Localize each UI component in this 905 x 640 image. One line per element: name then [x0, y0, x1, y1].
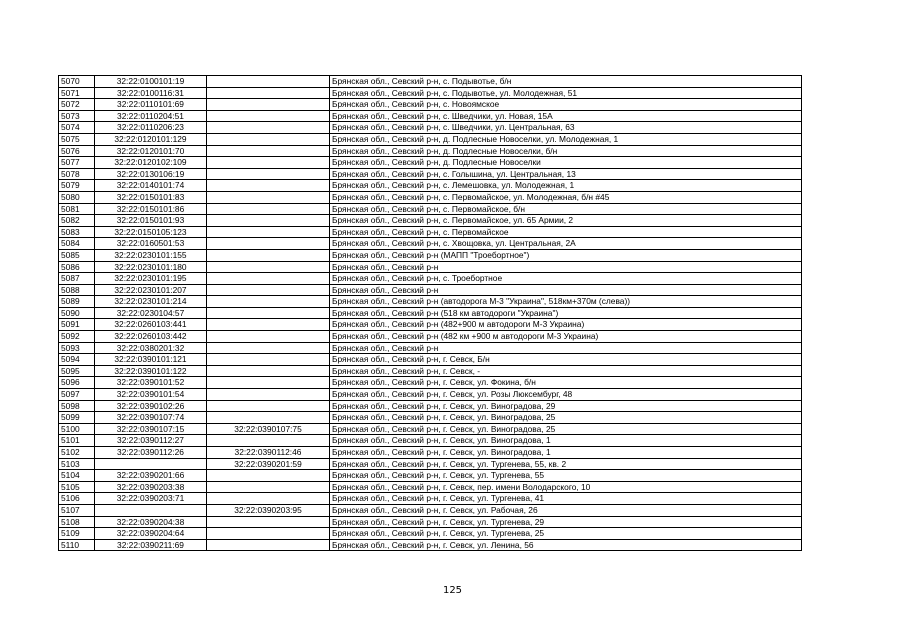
cadastral-number-cell: 32:22:0230101:214: [95, 296, 207, 308]
address-cell: Брянская обл., Севский р-н, с. Первомайское, ул. Молодежная, б/н #45: [330, 191, 802, 203]
address-cell: Брянская обл., Севский р-н, с. Подывотье, ул. Молодежная, 51: [330, 87, 802, 99]
previous-cadastral-number-cell: [207, 122, 330, 134]
previous-cadastral-number-cell: [207, 319, 330, 331]
previous-cadastral-number-cell: [207, 354, 330, 366]
address-cell: Брянская обл., Севский р-н, г. Севск, ул. Тургенева, 29: [330, 516, 802, 528]
table-row: [59, 157, 802, 169]
cadastral-number-cell: 32:22:0120102:109: [95, 157, 207, 169]
table-row: [59, 493, 802, 505]
address-cell: Брянская обл., Севский р-н, г. Севск, ул. Виноградова, 25: [330, 412, 802, 424]
row-number-cell: 5110: [59, 539, 95, 551]
previous-cadastral-number-cell: [207, 157, 330, 169]
previous-cadastral-number-cell: [207, 99, 330, 111]
table-row: [59, 249, 802, 261]
address-cell: Брянская обл., Севский р-н, г. Севск, ул. Виноградова, 1: [330, 447, 802, 459]
previous-cadastral-number-cell: [207, 435, 330, 447]
row-number-cell: 5075: [59, 133, 95, 145]
address-cell: Брянская обл., Севский р-н, г. Севск, -: [330, 365, 802, 377]
cadastral-number-cell: 32:22:0380201:32: [95, 342, 207, 354]
previous-cadastral-number-cell: [207, 389, 330, 401]
cadastral-number-cell: 32:22:0120101:70: [95, 145, 207, 157]
row-number-cell: 5082: [59, 215, 95, 227]
previous-cadastral-number-cell: [207, 273, 330, 285]
table-row: [59, 458, 802, 470]
address-cell: Брянская обл., Севский р-н, с. Троебортное: [330, 273, 802, 285]
address-cell: Брянская обл., Севский р-н, г. Севск, Б/н: [330, 354, 802, 366]
previous-cadastral-number-cell: 32:22:0390203:95: [207, 504, 330, 516]
previous-cadastral-number-cell: [207, 516, 330, 528]
table-row: [59, 470, 802, 482]
table-row: [59, 435, 802, 447]
row-number-cell: 5079: [59, 180, 95, 192]
table-row: [59, 284, 802, 296]
table-row: [59, 319, 802, 331]
row-number-cell: 5099: [59, 412, 95, 424]
cadastral-number-cell: 32:22:0390203:38: [95, 481, 207, 493]
cadastral-number-cell: 32:22:0390204:64: [95, 528, 207, 540]
previous-cadastral-number-cell: [207, 203, 330, 215]
table-row: [59, 354, 802, 366]
previous-cadastral-number-cell: [207, 400, 330, 412]
row-number-cell: 5102: [59, 447, 95, 459]
table-row: [59, 423, 802, 435]
address-cell: Брянская обл., Севский р-н, г. Севск, пер. имени Володарского, 10: [330, 481, 802, 493]
table-row: [59, 226, 802, 238]
address-cell: Брянская обл., Севский р-н: [330, 342, 802, 354]
cadastral-number-cell: 32:22:0230101:207: [95, 284, 207, 296]
previous-cadastral-number-cell: [207, 412, 330, 424]
cadastral-number-cell: 32:22:0390101:54: [95, 389, 207, 401]
cadastral-number-cell: 32:22:0150101:83: [95, 191, 207, 203]
cadastral-number-cell: 32:22:0100101:19: [95, 76, 207, 88]
address-cell: Брянская обл., Севский р-н, д. Подлесные Новоселки: [330, 157, 802, 169]
table-row: [59, 110, 802, 122]
address-cell: Брянская обл., Севский р-н (518 км автодороги "Украина"): [330, 307, 802, 319]
address-cell: Брянская обл., Севский р-н, г. Севск, ул. Виноградова, 29: [330, 400, 802, 412]
address-cell: Брянская обл., Севский р-н (автодорога М-3 "Украина", 518км+370м (слева)): [330, 296, 802, 308]
cadastral-number-cell: 32:22:0110206:23: [95, 122, 207, 134]
address-cell: Брянская обл., Севский р-н (482 км +900 м автодороги М-3 Украина): [330, 331, 802, 343]
previous-cadastral-number-cell: [207, 110, 330, 122]
cadastral-number-cell: 32:22:0230101:180: [95, 261, 207, 273]
table-row: [59, 389, 802, 401]
address-cell: Брянская обл., Севский р-н, с. Первомайское: [330, 226, 802, 238]
address-cell: Брянская обл., Севский р-н, г. Севск, ул. Виноградова, 25: [330, 423, 802, 435]
table-row: [59, 365, 802, 377]
previous-cadastral-number-cell: [207, 493, 330, 505]
table-row: [59, 412, 802, 424]
cadastral-number-cell: 32:22:0150101:93: [95, 215, 207, 227]
row-number-cell: 5091: [59, 319, 95, 331]
row-number-cell: 5076: [59, 145, 95, 157]
address-cell: Брянская обл., Севский р-н, г. Севск, ул. Рабочая, 26: [330, 504, 802, 516]
row-number-cell: 5109: [59, 528, 95, 540]
address-cell: Брянская обл., Севский р-н, г. Севск, ул. Тургенева, 55, кв. 2: [330, 458, 802, 470]
cadastral-number-cell: [95, 504, 207, 516]
previous-cadastral-number-cell: [207, 238, 330, 250]
cadastral-number-cell: 32:22:0150101:86: [95, 203, 207, 215]
table-row: [59, 539, 802, 551]
address-cell: Брянская обл., Севский р-н, д. Подлесные Новоселки, б/н: [330, 145, 802, 157]
address-cell: Брянская обл., Севский р-н, с. Хвощовка, ул. Центральная, 2А: [330, 238, 802, 250]
previous-cadastral-number-cell: [207, 180, 330, 192]
cadastral-number-cell: 32:22:0100116:31: [95, 87, 207, 99]
page-number: 125: [442, 585, 463, 596]
row-number-cell: 5094: [59, 354, 95, 366]
row-number-cell: 5092: [59, 331, 95, 343]
row-number-cell: 5098: [59, 400, 95, 412]
row-number-cell: 5081: [59, 203, 95, 215]
address-cell: Брянская обл., Севский р-н, с. Подывотье, б/н: [330, 76, 802, 88]
cadastral-number-cell: 32:22:0130106:19: [95, 168, 207, 180]
row-number-cell: 5080: [59, 191, 95, 203]
table-row: [59, 238, 802, 250]
row-number-cell: 5101: [59, 435, 95, 447]
table-row: [59, 377, 802, 389]
cadastral-number-cell: 32:22:0390211:69: [95, 539, 207, 551]
previous-cadastral-number-cell: [207, 249, 330, 261]
address-cell: Брянская обл., Севский р-н, с. Шведчики, ул. Новая, 15А: [330, 110, 802, 122]
previous-cadastral-number-cell: [207, 284, 330, 296]
previous-cadastral-number-cell: [207, 145, 330, 157]
previous-cadastral-number-cell: 32:22:0390201:59: [207, 458, 330, 470]
previous-cadastral-number-cell: [207, 307, 330, 319]
table-row: [59, 342, 802, 354]
row-number-cell: 5074: [59, 122, 95, 134]
cadastral-number-cell: 32:22:0160501:53: [95, 238, 207, 250]
row-number-cell: 5105: [59, 481, 95, 493]
address-cell: Брянская обл., Севский р-н: [330, 261, 802, 273]
row-number-cell: 5084: [59, 238, 95, 250]
table-row: [59, 180, 802, 192]
address-cell: Брянская обл., Севский р-н, с. Первомайское, б/н: [330, 203, 802, 215]
cadastral-number-cell: 32:22:0390101:121: [95, 354, 207, 366]
table-row: [59, 99, 802, 111]
row-number-cell: 5073: [59, 110, 95, 122]
row-number-cell: 5078: [59, 168, 95, 180]
previous-cadastral-number-cell: 32:22:0390112:46: [207, 447, 330, 459]
cadastral-number-cell: 32:22:0390112:26: [95, 447, 207, 459]
property-register-table: [58, 75, 802, 551]
previous-cadastral-number-cell: [207, 528, 330, 540]
row-number-cell: 5089: [59, 296, 95, 308]
row-number-cell: 5085: [59, 249, 95, 261]
cadastral-number-cell: 32:22:0260103:442: [95, 331, 207, 343]
row-number-cell: 5088: [59, 284, 95, 296]
address-cell: Брянская обл., Севский р-н, г. Севск, ул. Виноградова, 1: [330, 435, 802, 447]
previous-cadastral-number-cell: [207, 481, 330, 493]
table-row: [59, 145, 802, 157]
address-cell: Брянская обл., Севский р-н, с. Лемешовка, ул. Молодежная, 1: [330, 180, 802, 192]
row-number-cell: 5071: [59, 87, 95, 99]
row-number-cell: 5104: [59, 470, 95, 482]
address-cell: Брянская обл., Севский р-н, г. Севск, ул. Тургенева, 25: [330, 528, 802, 540]
table-row: [59, 504, 802, 516]
table-row: [59, 307, 802, 319]
row-number-cell: 5095: [59, 365, 95, 377]
address-cell: Брянская обл., Севский р-н: [330, 284, 802, 296]
address-cell: Брянская обл., Севский р-н, г. Севск, ул. Фокина, б/н: [330, 377, 802, 389]
row-number-cell: 5077: [59, 157, 95, 169]
row-number-cell: 5097: [59, 389, 95, 401]
row-number-cell: 5083: [59, 226, 95, 238]
table-row: [59, 122, 802, 134]
previous-cadastral-number-cell: [207, 215, 330, 227]
table-row: [59, 447, 802, 459]
table-row: [59, 168, 802, 180]
cadastral-number-cell: 32:22:0390203:71: [95, 493, 207, 505]
address-cell: Брянская обл., Севский р-н, с. Голышина, ул. Центральная, 13: [330, 168, 802, 180]
table-row: [59, 273, 802, 285]
cadastral-number-cell: 32:22:0120101:129: [95, 133, 207, 145]
row-number-cell: 5106: [59, 493, 95, 505]
previous-cadastral-number-cell: 32:22:0390107:75: [207, 423, 330, 435]
address-cell: Брянская обл., Севский р-н, г. Севск, ул. Ленина, 56: [330, 539, 802, 551]
previous-cadastral-number-cell: [207, 377, 330, 389]
table-row: [59, 133, 802, 145]
cadastral-number-cell: 32:22:0390102:26: [95, 400, 207, 412]
row-number-cell: 5070: [59, 76, 95, 88]
row-number-cell: 5072: [59, 99, 95, 111]
cadastral-number-cell: 32:22:0230104:57: [95, 307, 207, 319]
address-cell: Брянская обл., Севский р-н, с. Первомайское, ул. 65 Армии, 2: [330, 215, 802, 227]
cadastral-number-cell: 32:22:0230101:195: [95, 273, 207, 285]
row-number-cell: 5107: [59, 504, 95, 516]
table-row: [59, 76, 802, 88]
cadastral-number-cell: 32:22:0390204:38: [95, 516, 207, 528]
table-row: [59, 296, 802, 308]
cadastral-number-cell: 32:22:0150105:123: [95, 226, 207, 238]
address-cell: Брянская обл., Севский р-н, г. Севск, ул. Тургенева, 55: [330, 470, 802, 482]
cadastral-number-cell: 32:22:0390107:15: [95, 423, 207, 435]
previous-cadastral-number-cell: [207, 539, 330, 551]
row-number-cell: 5093: [59, 342, 95, 354]
table-row: [59, 331, 802, 343]
address-cell: Брянская обл., Севский р-н, с. Новоямское: [330, 99, 802, 111]
table-row: [59, 516, 802, 528]
previous-cadastral-number-cell: [207, 87, 330, 99]
previous-cadastral-number-cell: [207, 133, 330, 145]
row-number-cell: 5090: [59, 307, 95, 319]
cadastral-number-cell: 32:22:0390107:74: [95, 412, 207, 424]
table-row: [59, 528, 802, 540]
cadastral-number-cell: 32:22:0390101:122: [95, 365, 207, 377]
previous-cadastral-number-cell: [207, 191, 330, 203]
table-row: [59, 481, 802, 493]
previous-cadastral-number-cell: [207, 226, 330, 238]
row-number-cell: 5103: [59, 458, 95, 470]
cadastral-number-cell: 32:22:0390112:27: [95, 435, 207, 447]
address-cell: Брянская обл., Севский р-н, г. Севск, ул. Розы Люксембург, 48: [330, 389, 802, 401]
previous-cadastral-number-cell: [207, 365, 330, 377]
address-cell: Брянская обл., Севский р-н, с. Шведчики, ул. Центральная, 63: [330, 122, 802, 134]
previous-cadastral-number-cell: [207, 296, 330, 308]
previous-cadastral-number-cell: [207, 76, 330, 88]
previous-cadastral-number-cell: [207, 168, 330, 180]
row-number-cell: 5086: [59, 261, 95, 273]
cadastral-number-cell: 32:22:0390101:52: [95, 377, 207, 389]
cadastral-number-cell: [95, 458, 207, 470]
table-row: [59, 87, 802, 99]
address-cell: Брянская обл., Севский р-н, г. Севск, ул. Тургенева, 41: [330, 493, 802, 505]
previous-cadastral-number-cell: [207, 261, 330, 273]
cadastral-number-cell: 32:22:0110101:69: [95, 99, 207, 111]
table-row: [59, 215, 802, 227]
row-number-cell: 5096: [59, 377, 95, 389]
previous-cadastral-number-cell: [207, 342, 330, 354]
address-cell: Брянская обл., Севский р-н (МАПП "Троебортное"): [330, 249, 802, 261]
cadastral-number-cell: 32:22:0110204:51: [95, 110, 207, 122]
address-cell: Брянская обл., Севский р-н (482+900 м автодороги М-3 Украина): [330, 319, 802, 331]
row-number-cell: 5100: [59, 423, 95, 435]
table-row: [59, 203, 802, 215]
cadastral-number-cell: 32:22:0140101:74: [95, 180, 207, 192]
cadastral-number-cell: 32:22:0230101:155: [95, 249, 207, 261]
cadastral-number-cell: 32:22:0390201:66: [95, 470, 207, 482]
table-row: [59, 400, 802, 412]
previous-cadastral-number-cell: [207, 470, 330, 482]
cadastral-number-cell: 32:22:0260103:441: [95, 319, 207, 331]
row-number-cell: 5108: [59, 516, 95, 528]
table-row: [59, 191, 802, 203]
row-number-cell: 5087: [59, 273, 95, 285]
address-cell: Брянская обл., Севский р-н, д. Подлесные Новоселки, ул. Молодежная, 1: [330, 133, 802, 145]
table-row: [59, 261, 802, 273]
previous-cadastral-number-cell: [207, 331, 330, 343]
table-body: [59, 76, 802, 551]
